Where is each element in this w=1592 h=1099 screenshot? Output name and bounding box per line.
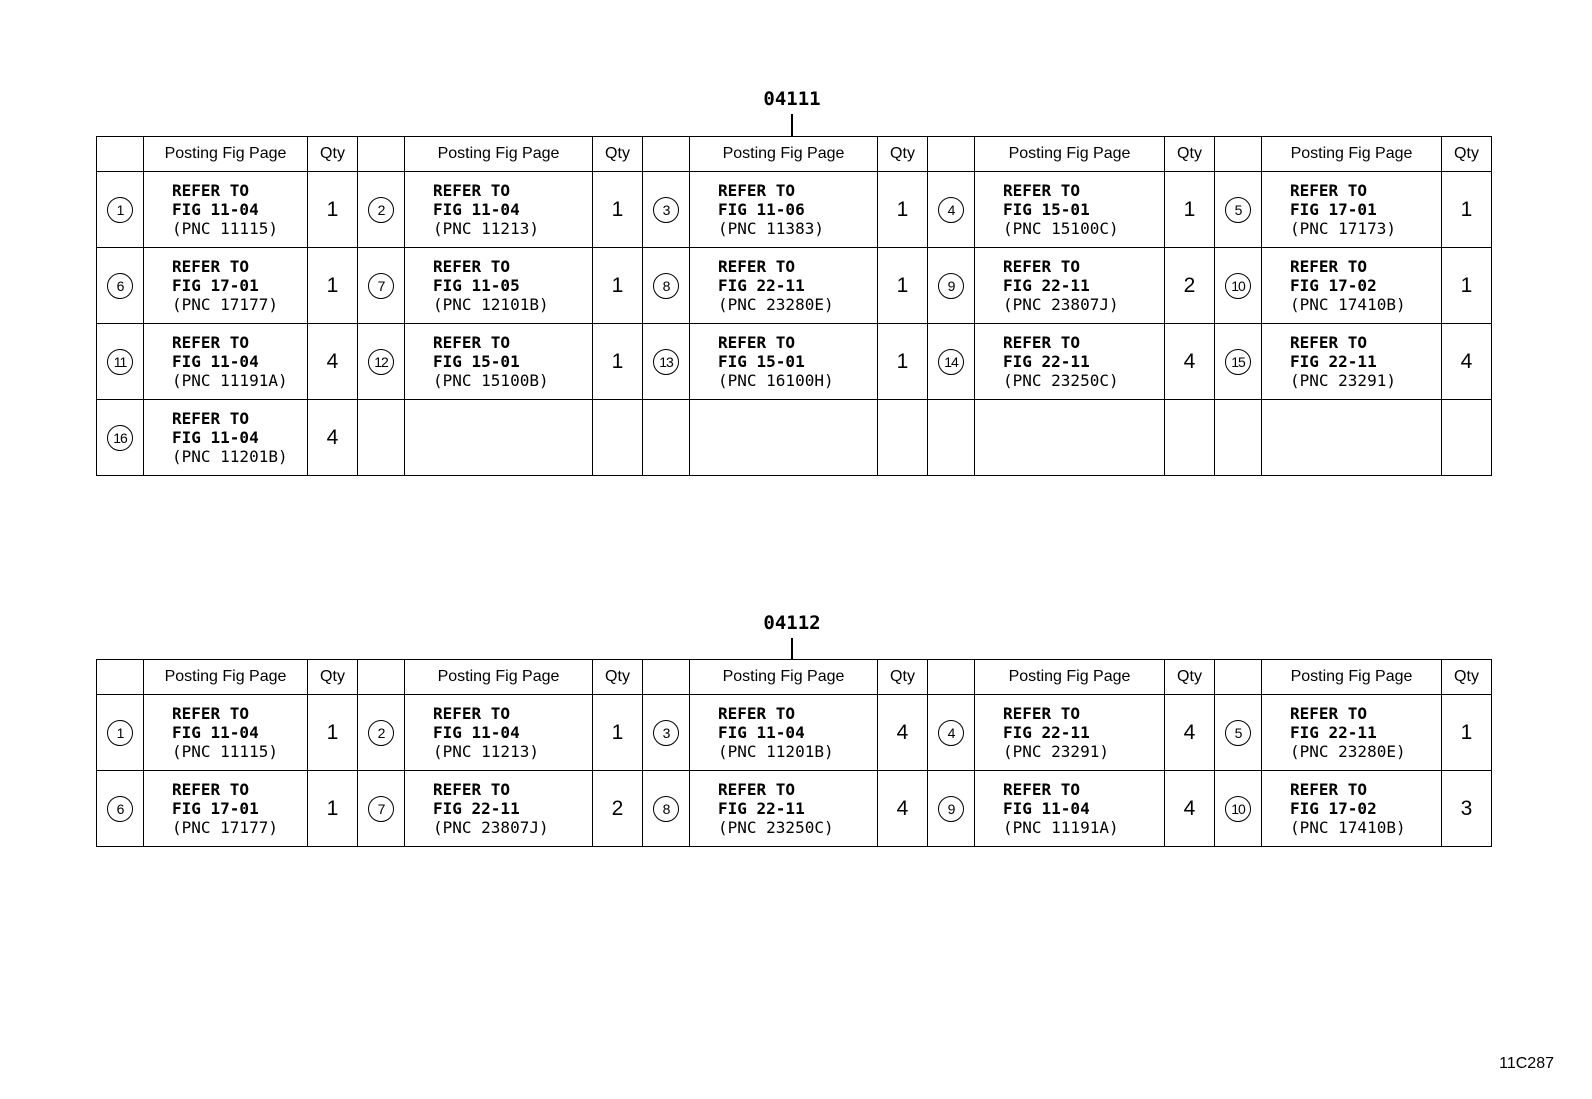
- callout-number: 8: [653, 273, 679, 299]
- pnc-reference: (PNC 23807J): [433, 818, 549, 837]
- fig-reference: FIG 11-04: [172, 200, 259, 219]
- number-header: [358, 660, 405, 695]
- fig-reference: FIG 17-01: [172, 799, 259, 818]
- callout-number: 6: [107, 273, 133, 299]
- pnc-reference: (PNC 11115): [172, 219, 278, 238]
- fig-reference: FIG 22-11: [1003, 352, 1090, 371]
- refer-to-text: REFER TO: [718, 257, 796, 276]
- fig-reference: FIG 22-11: [1290, 352, 1377, 371]
- callout-number-cell: [1215, 695, 1262, 771]
- pnc-reference: (PNC 11213): [433, 742, 539, 761]
- posting-fig-page-header: Posting Fig Page: [975, 660, 1165, 695]
- callout-number-cell: [1215, 324, 1262, 400]
- posting-fig-page-cell: [144, 771, 308, 847]
- qty-header: Qty: [1165, 137, 1215, 172]
- refer-to-text: REFER TO: [433, 780, 511, 799]
- number-header: [928, 137, 975, 172]
- qty-cell: 1: [308, 695, 358, 771]
- qty-header: Qty: [878, 660, 928, 695]
- posting-fig-page-cell: [975, 695, 1165, 771]
- pnc-reference: (PNC 17410B): [1290, 295, 1406, 314]
- posting-fig-page-header: Posting Fig Page: [144, 137, 308, 172]
- qty-cell: 1: [593, 248, 643, 324]
- callout-number-cell: [1215, 248, 1262, 324]
- posting-fig-page-header: Posting Fig Page: [144, 660, 308, 695]
- pnc-reference: (PNC 11383): [718, 219, 824, 238]
- callout-number-cell: [358, 400, 405, 476]
- pnc-reference: (PNC 15100B): [433, 371, 549, 390]
- pnc-reference: (PNC 11201B): [172, 447, 288, 466]
- qty-header: Qty: [308, 137, 358, 172]
- posting-fig-page-cell: [1262, 324, 1442, 400]
- callout-number: 2: [368, 197, 394, 223]
- callout-number-cell: [1215, 172, 1262, 248]
- callout-number-cell: [643, 771, 690, 847]
- callout-number: 5: [1225, 197, 1251, 223]
- posting-fig-page-header: Posting Fig Page: [405, 137, 593, 172]
- block-title: 04111: [763, 88, 821, 110]
- qty-header: Qty: [593, 660, 643, 695]
- block-title: 04112: [763, 612, 821, 634]
- pnc-reference: (PNC 11201B): [718, 742, 834, 761]
- callout-number-cell: [1215, 771, 1262, 847]
- refer-to-text: REFER TO: [172, 333, 250, 352]
- refer-to-text: REFER TO: [172, 704, 250, 723]
- callout-number-cell: [928, 400, 975, 476]
- posting-fig-page-cell: [690, 695, 878, 771]
- posting-fig-page-cell: [144, 172, 308, 248]
- qty-cell: 1: [1442, 248, 1492, 324]
- table-row: [97, 400, 1492, 476]
- qty-cell: 1: [593, 324, 643, 400]
- posting-fig-page-header: Posting Fig Page: [1262, 660, 1442, 695]
- callout-number: 16: [107, 425, 133, 451]
- qty-cell: 1: [308, 172, 358, 248]
- refer-to-text: REFER TO: [433, 181, 511, 200]
- fig-reference: FIG 17-01: [1290, 200, 1377, 219]
- posting-fig-page-cell: [144, 695, 308, 771]
- table-row: [97, 172, 1492, 248]
- pnc-reference: (PNC 17177): [172, 818, 278, 837]
- fig-reference: FIG 15-01: [1003, 200, 1090, 219]
- callout-number: 14: [938, 349, 964, 375]
- header-row: [97, 660, 1492, 695]
- posting-fig-page-cell: [975, 400, 1165, 476]
- qty-cell: 4: [1165, 771, 1215, 847]
- callout-number-cell: [928, 324, 975, 400]
- qty-cell: 1: [593, 695, 643, 771]
- callout-number-cell: [643, 248, 690, 324]
- table-row: [97, 695, 1492, 771]
- fig-reference: FIG 22-11: [718, 799, 805, 818]
- callout-number: 11: [107, 349, 133, 375]
- qty-cell: 4: [1442, 324, 1492, 400]
- posting-fig-page-cell: [690, 324, 878, 400]
- fig-reference: FIG 11-04: [718, 723, 805, 742]
- refer-to-text: REFER TO: [1003, 257, 1081, 276]
- qty-cell: 2: [1165, 248, 1215, 324]
- qty-cell: 4: [308, 324, 358, 400]
- fig-reference: FIG 22-11: [1290, 723, 1377, 742]
- refer-to-text: REFER TO: [172, 780, 250, 799]
- leader-line: [791, 114, 793, 136]
- callout-number-cell: [1215, 400, 1262, 476]
- table-row: [97, 324, 1492, 400]
- pnc-reference: (PNC 15100C): [1003, 219, 1119, 238]
- refer-to-text: REFER TO: [1290, 181, 1368, 200]
- refer-to-text: REFER TO: [1290, 780, 1368, 799]
- qty-cell: 3: [1442, 771, 1492, 847]
- refer-to-text: REFER TO: [172, 409, 250, 428]
- number-header: [97, 137, 144, 172]
- callout-number: 1: [107, 197, 133, 223]
- posting-fig-page-cell: [975, 771, 1165, 847]
- posting-fig-page-cell: [690, 172, 878, 248]
- callout-number-cell: [358, 172, 405, 248]
- callout-number: 3: [653, 197, 679, 223]
- callout-number: 4: [938, 197, 964, 223]
- pnc-reference: (PNC 11191A): [172, 371, 288, 390]
- posting-fig-page-cell: [1262, 400, 1442, 476]
- posting-fig-page-header: Posting Fig Page: [405, 660, 593, 695]
- fig-reference: FIG 17-01: [172, 276, 259, 295]
- callout-number: 5: [1225, 720, 1251, 746]
- number-header: [1215, 137, 1262, 172]
- qty-cell: 1: [1165, 172, 1215, 248]
- qty-cell: 1: [878, 324, 928, 400]
- callout-number-cell: [928, 248, 975, 324]
- refer-to-text: REFER TO: [718, 333, 796, 352]
- callout-number: 10: [1225, 273, 1251, 299]
- posting-fig-page-cell: [690, 248, 878, 324]
- callout-number: 9: [938, 796, 964, 822]
- posting-fig-page-cell: [405, 400, 593, 476]
- posting-fig-page-cell: [1262, 172, 1442, 248]
- posting-fig-page-cell: [975, 248, 1165, 324]
- fig-reference: FIG 15-01: [718, 352, 805, 371]
- table-row: [97, 248, 1492, 324]
- callout-number: 12: [368, 349, 394, 375]
- number-header: [928, 660, 975, 695]
- posting-fig-page-cell: [144, 400, 308, 476]
- posting-fig-page-cell: [690, 400, 878, 476]
- pnc-reference: (PNC 16100H): [718, 371, 834, 390]
- pnc-reference: (PNC 23280E): [718, 295, 834, 314]
- pnc-reference: (PNC 23291): [1290, 371, 1396, 390]
- fig-reference: FIG 11-05: [433, 276, 520, 295]
- qty-cell: [593, 400, 643, 476]
- fig-reference: FIG 22-11: [718, 276, 805, 295]
- qty-cell: 1: [308, 248, 358, 324]
- pnc-reference: (PNC 12101B): [433, 295, 549, 314]
- posting-fig-page-cell: [405, 695, 593, 771]
- number-header: [643, 137, 690, 172]
- callout-number-cell: [358, 324, 405, 400]
- callout-number-cell: [358, 695, 405, 771]
- leader-line: [791, 638, 793, 659]
- pnc-reference: (PNC 17410B): [1290, 818, 1406, 837]
- figure-code: 11C287: [1499, 1055, 1554, 1072]
- qty-cell: 4: [1165, 324, 1215, 400]
- number-header: [97, 660, 144, 695]
- callout-number: 1: [107, 720, 133, 746]
- pnc-reference: (PNC 23291): [1003, 742, 1109, 761]
- qty-cell: [1442, 400, 1492, 476]
- parts-block-04112: [96, 612, 1488, 852]
- pnc-reference: (PNC 23250C): [718, 818, 834, 837]
- refer-to-text: REFER TO: [433, 333, 511, 352]
- callout-number: 9: [938, 273, 964, 299]
- qty-cell: 1: [593, 172, 643, 248]
- callout-number-cell: [97, 771, 144, 847]
- qty-cell: 1: [308, 771, 358, 847]
- number-header: [1215, 660, 1262, 695]
- callout-number-cell: [358, 771, 405, 847]
- header-row: [97, 137, 1492, 172]
- refer-to-text: REFER TO: [1003, 704, 1081, 723]
- parts-block-04111: [96, 88, 1488, 480]
- number-header: [358, 137, 405, 172]
- fig-reference: FIG 17-02: [1290, 799, 1377, 818]
- fig-reference: FIG 11-04: [172, 428, 259, 447]
- refer-to-text: REFER TO: [718, 181, 796, 200]
- qty-header: Qty: [878, 137, 928, 172]
- callout-number: 7: [368, 796, 394, 822]
- parts-table: [96, 136, 1492, 476]
- callout-number-cell: [928, 172, 975, 248]
- callout-number-cell: [97, 248, 144, 324]
- qty-header: Qty: [308, 660, 358, 695]
- refer-to-text: REFER TO: [1290, 257, 1368, 276]
- callout-number: 13: [653, 349, 679, 375]
- callout-number-cell: [97, 695, 144, 771]
- refer-to-text: REFER TO: [172, 181, 250, 200]
- posting-fig-page-cell: [975, 324, 1165, 400]
- qty-header: Qty: [593, 137, 643, 172]
- pnc-reference: (PNC 17173): [1290, 219, 1396, 238]
- qty-cell: 1: [878, 248, 928, 324]
- qty-header: Qty: [1165, 660, 1215, 695]
- callout-number-cell: [97, 172, 144, 248]
- refer-to-text: REFER TO: [433, 704, 511, 723]
- pnc-reference: (PNC 23250C): [1003, 371, 1119, 390]
- pnc-reference: (PNC 23280E): [1290, 742, 1406, 761]
- pnc-reference: (PNC 17177): [172, 295, 278, 314]
- refer-to-text: REFER TO: [1003, 780, 1081, 799]
- posting-fig-page-cell: [405, 172, 593, 248]
- fig-reference: FIG 22-11: [1003, 276, 1090, 295]
- callout-number: 2: [368, 720, 394, 746]
- refer-to-text: REFER TO: [718, 704, 796, 723]
- callout-number: 7: [368, 273, 394, 299]
- refer-to-text: REFER TO: [1290, 333, 1368, 352]
- qty-cell: 1: [1442, 172, 1492, 248]
- callout-number-cell: [97, 324, 144, 400]
- qty-header: Qty: [1442, 660, 1492, 695]
- fig-reference: FIG 17-02: [1290, 276, 1377, 295]
- posting-fig-page-header: Posting Fig Page: [690, 137, 878, 172]
- callout-number-cell: [643, 695, 690, 771]
- qty-cell: [878, 400, 928, 476]
- callout-number: 6: [107, 796, 133, 822]
- qty-cell: 4: [1165, 695, 1215, 771]
- qty-cell: 4: [308, 400, 358, 476]
- callout-number-cell: [928, 771, 975, 847]
- fig-reference: FIG 11-04: [172, 723, 259, 742]
- callout-number-cell: [643, 324, 690, 400]
- posting-fig-page-header: Posting Fig Page: [1262, 137, 1442, 172]
- qty-header: Qty: [1442, 137, 1492, 172]
- qty-cell: 4: [878, 695, 928, 771]
- pnc-reference: (PNC 11213): [433, 219, 539, 238]
- callout-number-cell: [97, 400, 144, 476]
- posting-fig-page-cell: [405, 324, 593, 400]
- callout-number-cell: [928, 695, 975, 771]
- posting-fig-page-cell: [1262, 248, 1442, 324]
- posting-fig-page-cell: [1262, 695, 1442, 771]
- fig-reference: FIG 11-04: [1003, 799, 1090, 818]
- qty-cell: 4: [878, 771, 928, 847]
- qty-cell: 1: [1442, 695, 1492, 771]
- qty-cell: [1165, 400, 1215, 476]
- callout-number-cell: [358, 248, 405, 324]
- qty-cell: 2: [593, 771, 643, 847]
- posting-fig-page-cell: [405, 771, 593, 847]
- qty-cell: 1: [878, 172, 928, 248]
- callout-number-cell: [643, 400, 690, 476]
- fig-reference: FIG 22-11: [433, 799, 520, 818]
- posting-fig-page-cell: [144, 324, 308, 400]
- fig-reference: FIG 15-01: [433, 352, 520, 371]
- callout-number: 3: [653, 720, 679, 746]
- fig-reference: FIG 11-04: [433, 723, 520, 742]
- refer-to-text: REFER TO: [433, 257, 511, 276]
- posting-fig-page-header: Posting Fig Page: [975, 137, 1165, 172]
- posting-fig-page-cell: [975, 172, 1165, 248]
- posting-fig-page-cell: [405, 248, 593, 324]
- parts-table: [96, 659, 1492, 847]
- refer-to-text: REFER TO: [1003, 181, 1081, 200]
- pnc-reference: (PNC 11115): [172, 742, 278, 761]
- refer-to-text: REFER TO: [718, 780, 796, 799]
- callout-number-cell: [643, 172, 690, 248]
- table-row: [97, 771, 1492, 847]
- callout-number: 4: [938, 720, 964, 746]
- posting-fig-page-header: Posting Fig Page: [690, 660, 878, 695]
- refer-to-text: REFER TO: [172, 257, 250, 276]
- posting-fig-page-cell: [690, 771, 878, 847]
- callout-number: 10: [1225, 796, 1251, 822]
- fig-reference: FIG 11-04: [172, 352, 259, 371]
- number-header: [643, 660, 690, 695]
- fig-reference: FIG 11-04: [433, 200, 520, 219]
- refer-to-text: REFER TO: [1003, 333, 1081, 352]
- callout-number: 15: [1225, 349, 1251, 375]
- pnc-reference: (PNC 23807J): [1003, 295, 1119, 314]
- posting-fig-page-cell: [144, 248, 308, 324]
- fig-reference: FIG 11-06: [718, 200, 805, 219]
- refer-to-text: REFER TO: [1290, 704, 1368, 723]
- posting-fig-page-cell: [1262, 771, 1442, 847]
- pnc-reference: (PNC 11191A): [1003, 818, 1119, 837]
- fig-reference: FIG 22-11: [1003, 723, 1090, 742]
- callout-number: 8: [653, 796, 679, 822]
